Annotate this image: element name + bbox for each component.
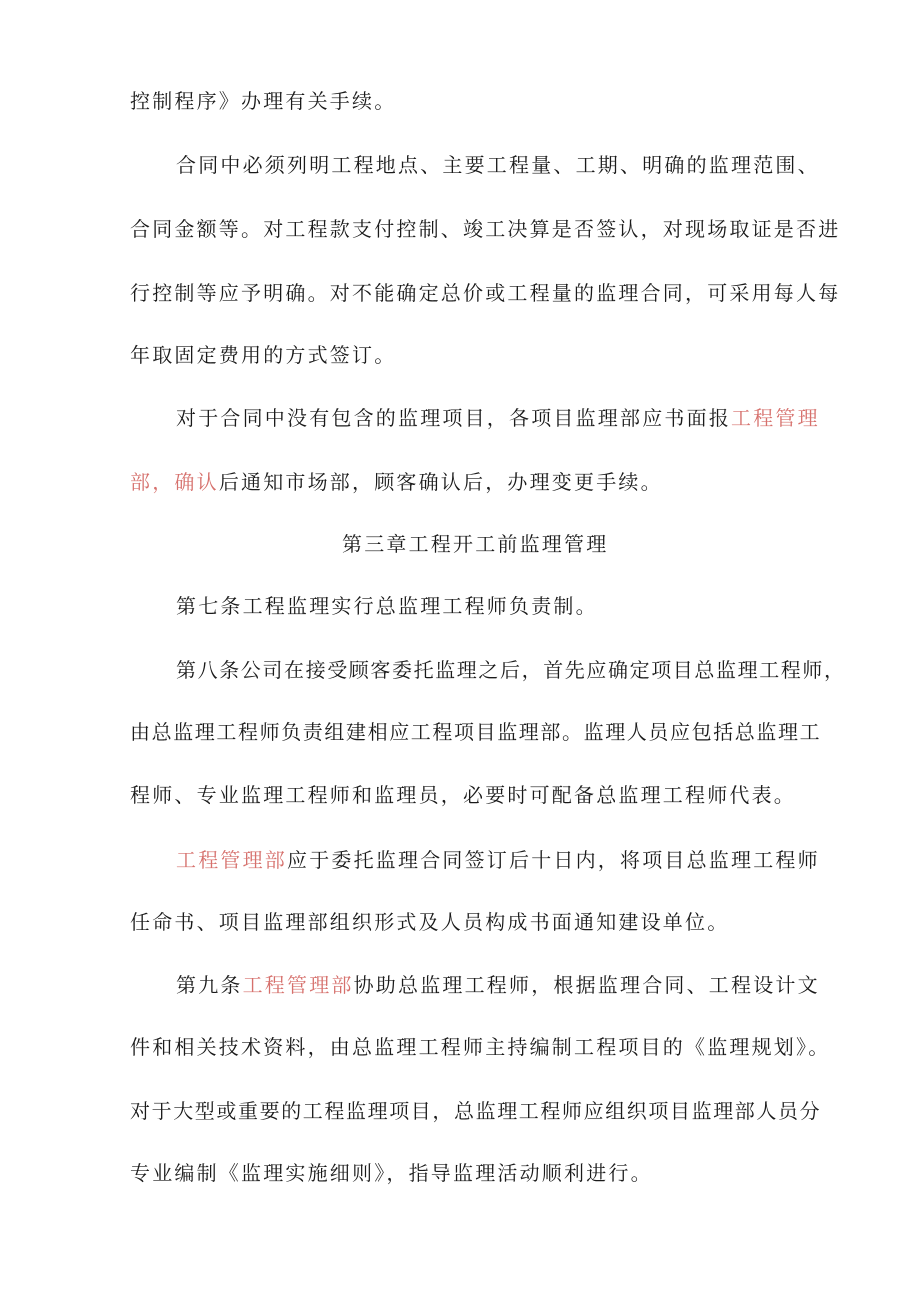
text-run: 年取固定费用的方式签订。	[130, 343, 397, 367]
text-line	[130, 1098, 821, 1124]
highlighted-term: 工程管理部	[176, 848, 287, 872]
text-run: 第七条工程监理实行总监理工程师负责制。	[176, 594, 598, 618]
paragraph-start	[176, 847, 820, 873]
text-line	[130, 782, 796, 808]
article-heading	[176, 593, 598, 619]
text-run: 第八条公司在接受顾客委托监理之后，首先应确定项目总监理工程师，	[176, 658, 846, 682]
paragraph-start	[176, 405, 820, 431]
paragraph-start	[176, 152, 820, 178]
highlighted-term: 工程管理	[731, 406, 820, 430]
text-run: 任命书、项目监理部组织形式及人员构成书面通知建设单位。	[130, 910, 730, 934]
text-line	[130, 909, 729, 935]
text-run: 第三章工程开工前监理管理	[342, 532, 609, 556]
article-paragraph-start	[176, 657, 846, 683]
text-run: 对于大型或重要的工程监理项目，总监理工程师应组织项目监理部人员分	[130, 1099, 822, 1123]
text-run: 协助总监理工程师，根据监理合同、工程设计文	[353, 973, 820, 997]
text-line	[130, 469, 663, 495]
highlighted-term: 部，确认	[130, 470, 219, 494]
text-run: 对于合同中没有包含的监理项目，各项目监理部应书面报	[176, 406, 731, 430]
article-paragraph-start	[176, 972, 820, 998]
text-line	[130, 88, 396, 114]
text-run: 件和相关技术资料，由总监理工程师主持编制工程项目的《监理规划》。	[130, 1035, 831, 1059]
text-run: 合同金额等。对工程款支付控制、竣工决算是否签认，对现场取证是否进	[130, 217, 841, 241]
text-line	[130, 1160, 653, 1186]
text-line	[130, 1034, 830, 1060]
text-run: 程师、专业监理工程师和监理员，必要时可配备总监理工程师代表。	[130, 783, 796, 807]
text-line	[130, 342, 396, 368]
text-run: 合同中必须列明工程地点、主要工程量、工期、明确的监理范围、	[176, 153, 820, 177]
text-run: 行控制等应予明确。对不能确定总价或工程量的监理合同，可采用每人每	[130, 281, 841, 305]
text-run: 第九条	[176, 973, 243, 997]
text-run: 由总监理工程师负责组建相应工程项目监理部。监理人员应包括总监理工	[130, 720, 822, 744]
text-line	[130, 280, 840, 306]
text-line	[130, 719, 821, 745]
chapter-heading	[342, 531, 608, 557]
highlighted-term: 工程管理部	[242, 973, 354, 997]
text-run: 专业编制《监理实施细则》，指导监理活动顺利进行。	[130, 1161, 653, 1185]
text-run: 应于委托监理合同签订后十日内，将项目总监理工程师	[287, 848, 820, 872]
text-line	[130, 216, 840, 242]
text-run: 控制程序》办理有关手续。	[130, 89, 397, 113]
text-run: 后通知市场部，顾客确认后，办理变更手续。	[218, 470, 663, 494]
